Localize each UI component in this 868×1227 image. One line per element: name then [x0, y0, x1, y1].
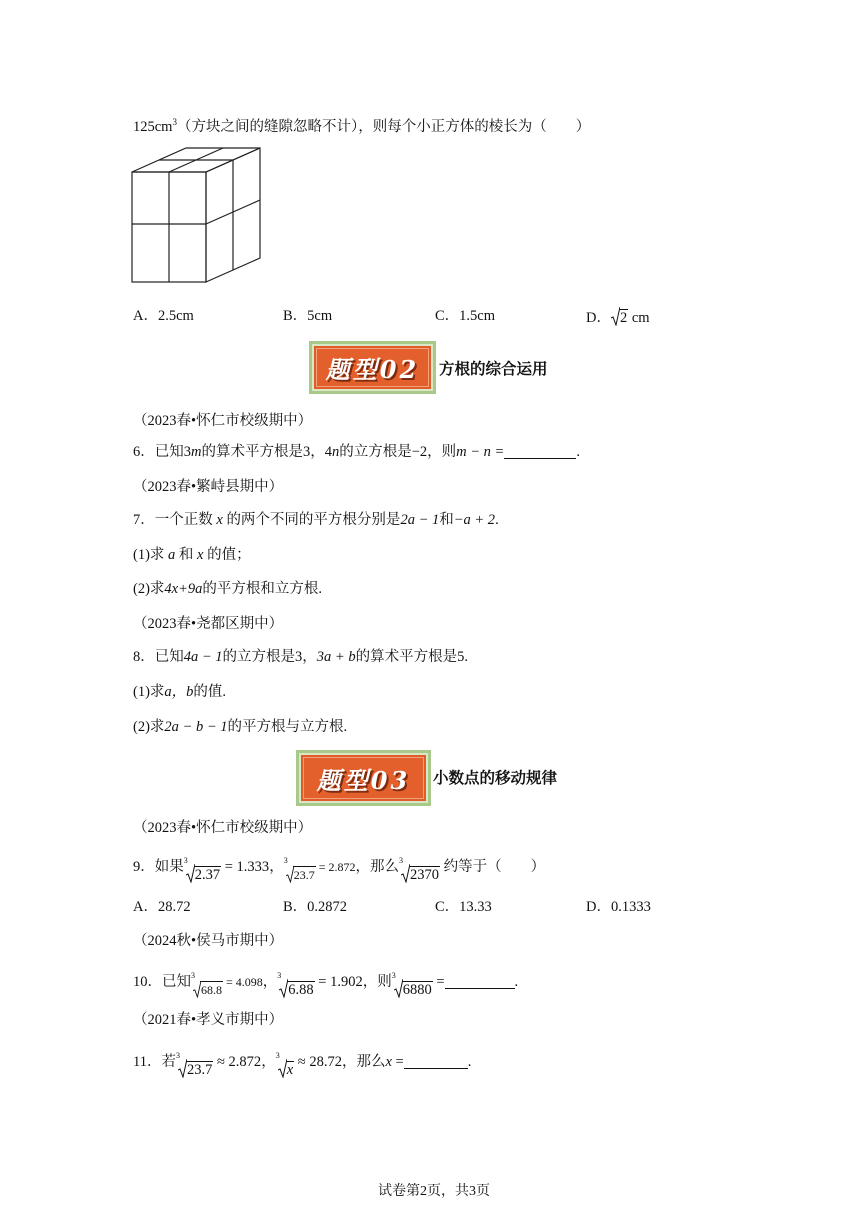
q5-option-d[interactable]: D． 2 cm	[586, 306, 650, 328]
sqrt-2: 2	[611, 306, 628, 326]
page-footer: 试卷第2页，共3页	[378, 1184, 490, 1199]
q9-option-a[interactable]: A．28.72	[133, 899, 191, 915]
q6-source: （2023春•怀仁市校级期中）	[133, 413, 313, 429]
q5-option-b[interactable]: B．5cm	[283, 308, 333, 324]
q5-option-c[interactable]: C．1.5cm	[435, 308, 496, 324]
q9-text: 9．如果 3 2.37 = 1.333， 3 23.7 = 2.872，那么 3 2370 约等于（ ）	[133, 856, 546, 883]
q5-option-a[interactable]: A．2.5cm	[133, 308, 194, 324]
cube-figure	[130, 146, 262, 286]
q7-source: （2023春•繁峙县期中）	[133, 479, 284, 495]
q11-text: 11．若 3 23.7 ≈ 2.872， 3 x ≈ 28.72，那么x = .	[133, 1051, 472, 1078]
section-badge-02: 题型02	[309, 341, 436, 394]
cbrt-x: 3 x	[275, 1051, 294, 1078]
cbrt-2370: 3 2370	[398, 856, 439, 883]
q6-answer-blank[interactable]	[504, 444, 576, 459]
cbrt-6880: 3 6880	[391, 971, 432, 998]
q7-sub2: (2)求4x+9a的平方根和立方根.	[133, 581, 323, 597]
q7-sub1: (1)求 a 和 x 的值；	[133, 547, 251, 563]
section-title-03: 小数点的移动规律	[433, 769, 558, 787]
q8-source: （2023春•尧都区期中）	[133, 616, 284, 632]
q10-text: 10．已知 3 68.8 = 4.098， 3 6.88 = 1.902，则 3 6880 = .	[133, 971, 519, 998]
cbrt-23-7-b: 3 23.7	[175, 1051, 213, 1078]
q9-option-c[interactable]: C．13.33	[435, 899, 492, 915]
q11-source: （2021春•孝义市期中）	[133, 1012, 284, 1028]
q11-answer-blank[interactable]	[404, 1054, 468, 1069]
q6-text: 6．已知3m的算术平方根是3，4n的立方根是−2，则m − n = .	[133, 444, 580, 460]
cbrt-68-8: 3 68.8	[191, 971, 222, 997]
q8-sub1: (1)求a，b的值.	[133, 684, 227, 700]
q5-text: $125cm^3$（方块之间的缝隙忽略不计），则每个小正方体的棱长为（ ）	[133, 117, 591, 135]
cbrt-23-7: 3 23.7	[283, 856, 315, 882]
q10-source: （2024秋•侯马市期中）	[133, 933, 284, 949]
section-badge-03: 题型03	[296, 750, 431, 806]
cbrt-2-37: 3 2.37	[183, 856, 221, 883]
q9-option-b[interactable]: B．0.2872	[283, 899, 348, 915]
cbrt-6-88: 3 6.88	[277, 971, 314, 998]
q8-sub2: (2)求2a − b − 1的平方根与立方根.	[133, 719, 348, 735]
q8-text: 8．已知4a − 1的立方根是3，3a + b的算术平方根是5.	[133, 649, 468, 665]
q10-answer-blank[interactable]	[445, 974, 515, 989]
q9-option-d[interactable]: D．0.1333	[586, 899, 651, 915]
section-title-02: 方根的综合运用	[439, 360, 548, 378]
q9-source: （2023春•怀仁市校级期中）	[133, 820, 313, 836]
q7-text: 7．一个正数 x 的两个不同的平方根分别是2a − 1和−a + 2.	[133, 512, 499, 528]
